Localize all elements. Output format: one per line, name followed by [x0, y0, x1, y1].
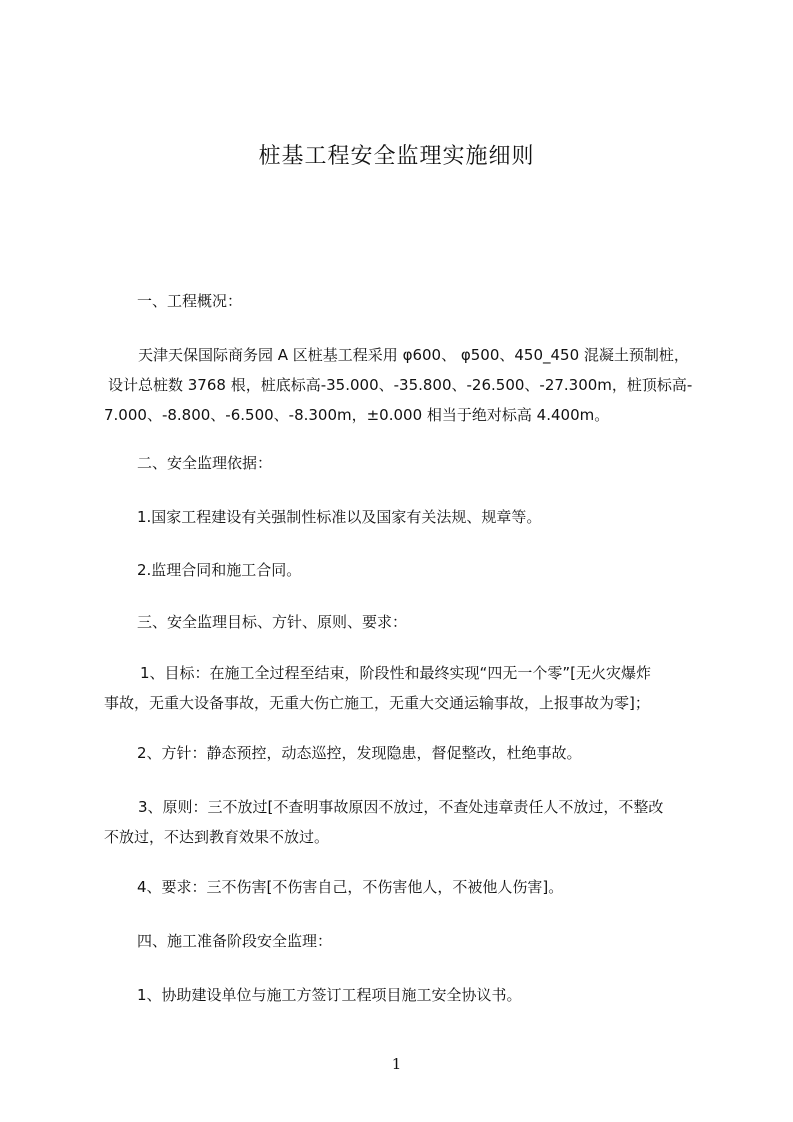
preparation-item-1: 1、协助建设单位与施工方签订工程项目施工安全协议书。 [137, 986, 522, 1004]
basis-item-2: 2.监理合同和施工合同。 [137, 561, 302, 579]
page-number: 1 [391, 1055, 402, 1073]
overview-line-3: 7.000、-8.800、-6.500、-8.300m，±0.000 相当于绝对标高 4.400m。 [104, 406, 610, 424]
overview-paragraph [104, 340, 738, 430]
overview-line-2: 设计总桩数 3768 根，桩底标高-35.000、-35.800、-26.500、-27.300m，桩顶标高- [108, 376, 693, 394]
goals-item-target [104, 658, 704, 718]
principle-line-2: 不放过，不达到教育效果不放过。 [104, 828, 330, 846]
goals-item-principle [104, 792, 704, 852]
section-heading-goals: 三、安全监理目标、方针、原则、要求： [137, 613, 408, 631]
basis-item-1: 1.国家工程建设有关强制性标准以及国家有关法规、规章等。 [137, 508, 542, 526]
section-heading-basis: 二、安全监理依据： [137, 454, 273, 472]
target-line-1: 1、目标：在施工全过程至结束，阶段性和最终实现“四无一个零”[无火灾爆炸 [140, 664, 651, 682]
overview-line-1: 天津天保国际商务园 A 区桩基工程采用 φ600、 φ500、450_450 混凝土预制桩， [138, 346, 689, 364]
goals-item-policy: 2、方针：静态预控，动态巡控，发现隐患，督促整改，杜绝事故。 [137, 744, 582, 762]
document-title: 桩基工程安全监理实施细则 [258, 144, 535, 169]
target-line-2: 事故，无重大设备事故，无重大伤亡施工，无重大交通运输事故，上报事故为零]； [104, 694, 650, 712]
principle-line-1: 3、原则：三不放过[不查明事故原因不放过，不查处违章责任人不放过，不整改 [138, 798, 664, 816]
goals-item-requirement: 4、要求：三不伤害[不伤害自己，不伤害他人，不被他人伤害]。 [137, 878, 564, 896]
section-heading-overview: 一、工程概况： [137, 292, 243, 310]
section-heading-preparation: 四、施工准备阶段安全监理： [137, 932, 333, 950]
